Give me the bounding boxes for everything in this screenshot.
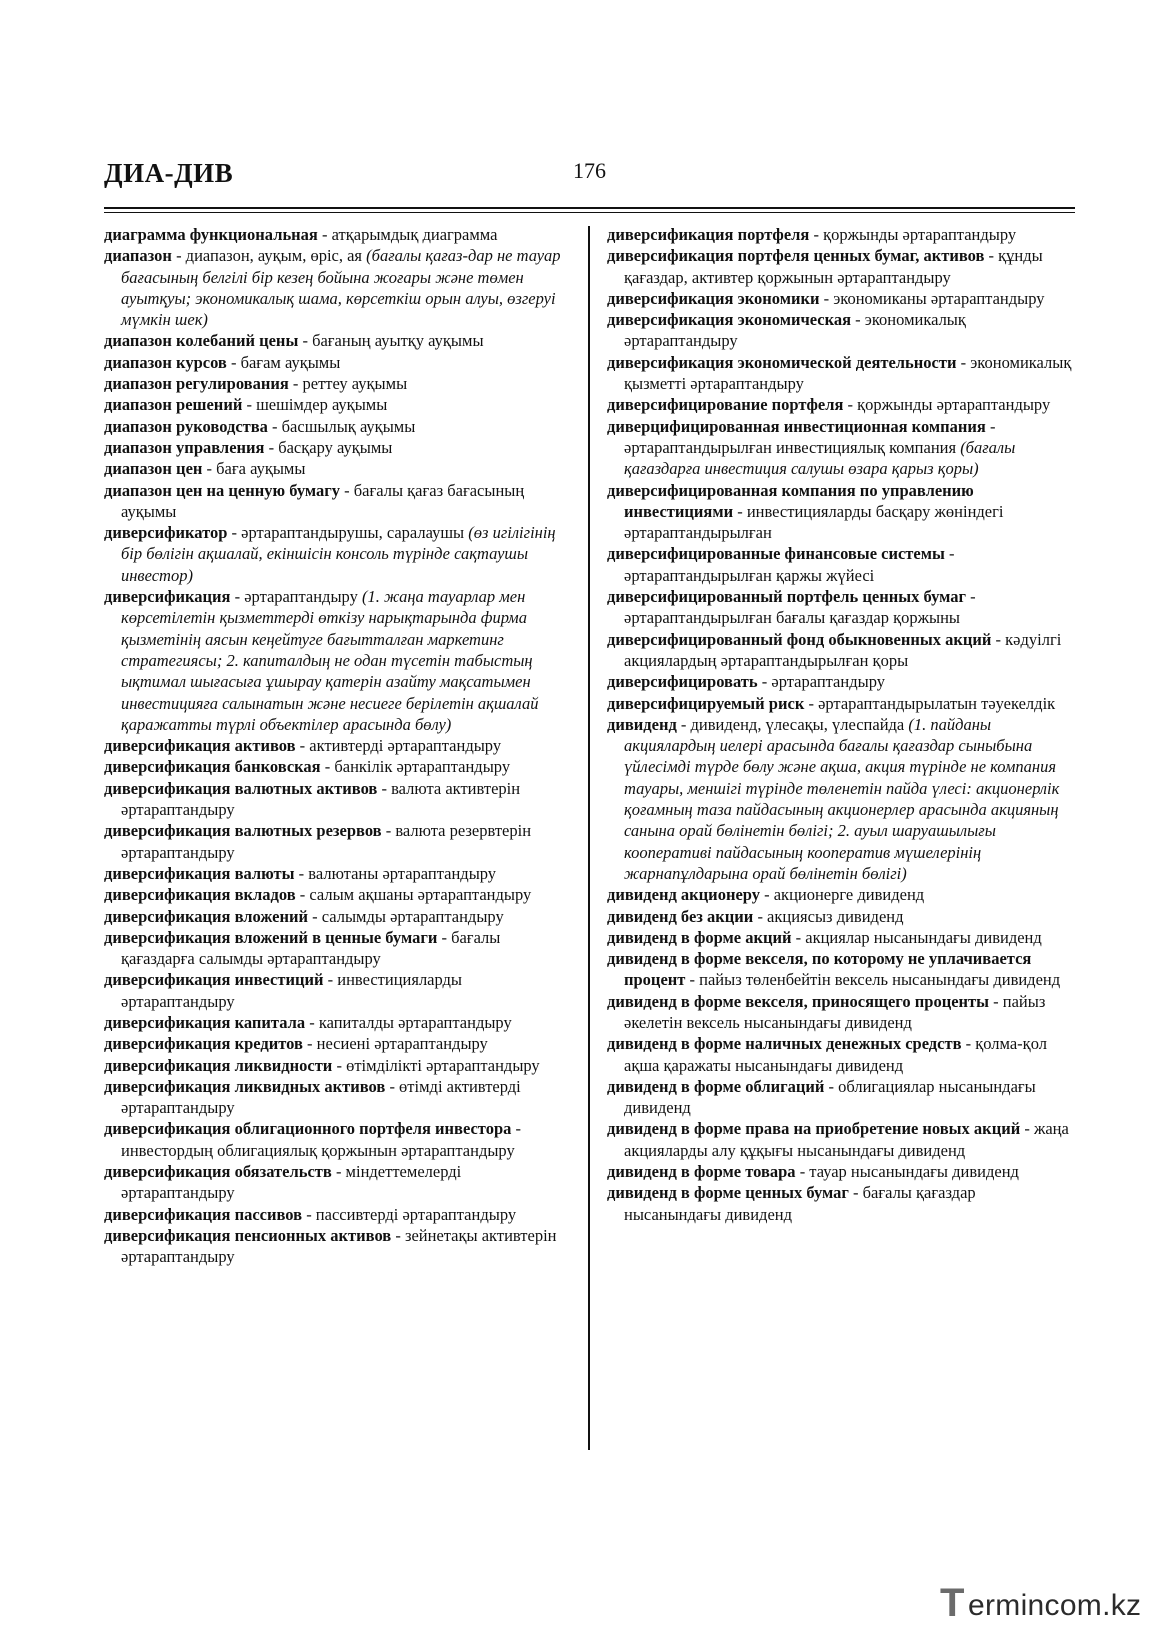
dictionary-entry: [607, 309, 1075, 352]
dictionary-entry: [104, 1161, 572, 1204]
entry-translation: - активтерді әртараптандыру: [295, 736, 502, 756]
entry-translation: - акциясыз дивиденд: [753, 906, 904, 926]
entry-translation: - міндеттемелерді әртараптандыру: [121, 1162, 462, 1203]
entry-term: диверсифицированный фонд обыкновенных акций: [607, 629, 992, 649]
dictionary-entry: [104, 586, 572, 735]
dictionary-entry: [104, 394, 572, 415]
entry-translation: - жаңа акцияларды алу құқығы нысанындағы дивиденд: [624, 1119, 1069, 1160]
entry-term: дивиденд в форме векселя, приносящего проценты: [607, 991, 990, 1011]
entry-term: диверсификация пенсионных активов: [104, 1225, 392, 1245]
entry-term: диверсифицированный портфель ценных бумаг: [607, 587, 967, 607]
dictionary-entry: [104, 1055, 572, 1076]
dictionary-entry: [607, 1033, 1075, 1076]
column-divider: [588, 226, 590, 1450]
dictionary-entry: [607, 927, 1075, 948]
entry-term: диверсифицирование портфеля: [607, 395, 844, 415]
entry-translation: - валюта резервтерін әртараптандыру: [121, 821, 532, 862]
entry-term: диверсификация кредитов: [104, 1034, 303, 1054]
entry-term: диверсификация вложений в ценные бумаги: [104, 927, 438, 947]
entry-translation: - облигациялар нысанындағы дивиденд: [624, 1076, 1036, 1118]
entry-translation: - құнды қағаздар, активтер қоржынын әртараптандыру: [624, 246, 1043, 287]
dictionary-entry: [104, 224, 572, 245]
entry-term: диверсификация капитала: [104, 1012, 306, 1032]
entry-translation: - әртараптандырылған инвестициялық компания: [624, 416, 996, 457]
entry-translation: - әртараптандыру: [230, 587, 362, 607]
entry-translation: - әртараптандырылатын тәуекелдік: [804, 693, 1056, 713]
entry-translation: - экономикалық қызметті әртараптандыру: [624, 352, 1072, 394]
entry-term: диверсификация экономическая: [607, 310, 852, 330]
entry-translation: - валюта активтерін әртараптандыру: [121, 778, 521, 820]
entry-term: диверсификация ликвидности: [104, 1055, 333, 1075]
dictionary-entry: [104, 1076, 572, 1119]
dictionary-entry: [104, 927, 572, 970]
section-range-title: ДИА-ДИВ: [104, 158, 234, 188]
dictionary-entry: [104, 245, 572, 330]
entry-term: диверсификация экономики: [607, 288, 820, 308]
entry-note: (өз игілігінің бір бөлігін ақшалай, екіншісін консоль түрінде сақтаушы инвестор): [121, 523, 556, 585]
dictionary-entry: [104, 1225, 572, 1268]
entry-term: диверсификация валютных активов: [104, 778, 378, 798]
entry-term: диверсификация обязательств: [104, 1162, 332, 1182]
entry-translation: - қоржынды әртараптандыру: [809, 225, 1017, 244]
entry-translation: - қоржынды әртараптандыру: [843, 395, 1051, 415]
entry-translation: - тауар нысанындағы дивиденд: [795, 1162, 1019, 1182]
entry-term: диверсификация валюты: [104, 863, 295, 883]
dictionary-entry: [607, 586, 1075, 629]
entry-term: диверсификация ликвидных активов: [104, 1076, 386, 1096]
dictionary-entry: [607, 671, 1075, 692]
entry-term: диверсификация портфеля: [607, 225, 810, 244]
dictionary-entry: [607, 1076, 1075, 1119]
entry-translation: - қолма-қол ақша қаражаты нысанындағы дивиденд: [624, 1034, 1047, 1075]
dictionary-entry: [104, 1118, 572, 1161]
entry-term: диверсификация портфеля ценных бумаг, активов: [607, 246, 985, 266]
entry-translation: - банкілік әртараптандыру: [320, 757, 511, 777]
page-header: [104, 158, 1075, 214]
dictionary-entry: [104, 480, 572, 523]
entry-term: диверсификация вкладов: [104, 885, 296, 905]
entry-translation: - экономиканы әртараптандыру: [819, 288, 1045, 308]
entry-translation: - пассивтерді әртараптандыру: [302, 1204, 517, 1224]
dictionary-entry: [104, 1012, 572, 1033]
entry-translation: - дивиденд, үлесақы, үлеспайда: [676, 714, 909, 734]
entry-term: диапазон решений: [104, 395, 243, 415]
entry-translation: - бағам ауқымы: [226, 352, 341, 372]
entry-term: диверсификация вложений: [104, 906, 308, 926]
entry-translation: - инвестицияларды басқару жөніндегі әртараптандырылған: [624, 501, 1004, 543]
dictionary-entry: [104, 778, 572, 821]
entry-translation: - капиталды әртараптандыру: [305, 1012, 512, 1032]
entry-translation: - пайыз төленбейтін вексель нысанындағы дивиденд: [685, 970, 1061, 990]
entry-translation: - әртараптандырылған бағалы қағаздар қоржыны: [624, 587, 976, 628]
entry-term: диверсифицировать: [607, 672, 758, 692]
dictionary-entry: [104, 373, 572, 394]
dictionary-entry: [607, 288, 1075, 309]
entry-translation: - акциялар нысанындағы дивиденд: [791, 927, 1042, 947]
header-rule-thin: [104, 212, 1075, 213]
dictionary-entry: [104, 863, 572, 884]
entry-term: диверцифицированная инвестиционная компания: [607, 416, 986, 436]
entry-term: диверсификация банковская: [104, 757, 321, 777]
entry-translation: - атқарымдық диаграмма: [317, 225, 498, 244]
dictionary-entry: [607, 416, 1075, 480]
dictionary-entry: [607, 543, 1075, 586]
dictionary-entry: [104, 330, 572, 351]
dictionary-entry: [607, 906, 1075, 927]
entry-translation: - валютаны әртараптандыру: [294, 863, 497, 883]
dictionary-entry: [607, 693, 1075, 714]
entry-term: диверсифицируемый риск: [607, 693, 805, 713]
dictionary-entry: [104, 756, 572, 777]
dictionary-entry: [607, 352, 1075, 395]
dictionary-entry: [607, 480, 1075, 544]
entry-term: диаграмма функциональная: [104, 225, 318, 244]
entry-translation: - баға ауқымы: [202, 459, 306, 479]
dictionary-entry: [607, 1118, 1075, 1161]
dictionary-entry: [607, 224, 1075, 245]
entry-term: диапазон: [104, 246, 172, 266]
entry-translation: - несиені әртараптандыру: [302, 1034, 488, 1054]
entry-term: диапазон управления: [104, 437, 265, 457]
entry-term: дивиденд в форме ценных бумаг: [607, 1183, 849, 1203]
dictionary-entry: [104, 458, 572, 479]
entry-term: дивиденд в форме акций: [607, 927, 792, 947]
dictionary-entry: [104, 820, 572, 863]
watermark-logo: [940, 1583, 1145, 1627]
dictionary-entry: [104, 884, 572, 905]
entry-term: диверсификатор: [104, 523, 228, 543]
entry-term: дивиденд в форме товара: [607, 1162, 796, 1182]
entry-term: диапазон курсов: [104, 352, 227, 372]
watermark-logo-t: T: [940, 1581, 965, 1625]
right-column: [607, 224, 1075, 1225]
left-column: [104, 224, 572, 1268]
entry-translation: - басқару ауқымы: [264, 437, 393, 457]
dictionary-entry: [607, 714, 1075, 884]
entry-term: диапазон колебаний цены: [104, 331, 299, 351]
entry-term: диверсификация облигационного портфеля инвестора: [104, 1119, 512, 1139]
entry-term: дивиденд акционеру: [607, 885, 760, 905]
entry-translation: - акционерге дивиденд: [759, 885, 925, 905]
dictionary-entry: [607, 991, 1075, 1034]
dictionary-entry: [104, 906, 572, 927]
entry-translation: - инвестордың облигациялық қоржынын әртараптандыру: [121, 1119, 522, 1160]
entry-translation: - шешімдер ауқымы: [242, 395, 388, 415]
entry-translation: - салымды әртараптандыру: [307, 906, 504, 926]
entry-translation: - бағалы қағаздар нысанындағы дивиденд: [624, 1183, 976, 1224]
entry-note: (бағалы қағаз-дар не тауар бағасының белгілі бір кезең бойына жоғары және төмен ауытқуы; экономикалық шама, көрсеткіш орын алуы, өзгеруі мүмкін шек): [121, 246, 561, 330]
dictionary-entry: [607, 629, 1075, 672]
entry-translation: - экономикалық әртараптандыру: [624, 310, 966, 351]
entry-translation: - кәдуілгі акциялардың әртараптандырылған қоры: [624, 629, 1062, 670]
dictionary-entry: [104, 1204, 572, 1225]
page-number: 176: [573, 158, 606, 183]
entry-translation: - зейнетақы активтерін әртараптандыру: [121, 1225, 557, 1267]
entry-translation: - бағалы қағаз бағасының ауқымы: [121, 480, 525, 521]
entry-term: диверсификация экономической деятельности: [607, 352, 957, 372]
entry-translation: - диапазон, ауқым, өріс, ая: [171, 246, 367, 266]
entry-term: дивиденд: [607, 714, 677, 734]
dictionary-entry: [104, 735, 572, 756]
entry-translation: - пайыз әкелетін вексель нысанындағы дивиденд: [624, 991, 1046, 1032]
dictionary-entry: [607, 1161, 1075, 1182]
entry-translation: - әртараптандырушы, саралаушы: [227, 523, 469, 543]
entry-term: диапазон руководства: [104, 416, 268, 436]
entry-term: дивиденд в форме права на приобретение новых акций: [607, 1119, 1021, 1139]
entry-term: дивиденд в форме векселя, по которому не уплачивается процент: [607, 949, 1032, 990]
watermark-logo-text: ermincom.kz: [968, 1589, 1142, 1622]
entry-term: дивиденд без акции: [607, 906, 754, 926]
dictionary-entry: [607, 245, 1075, 288]
entry-note: (1. жаңа тауарлар мен көрсетілетін қызметтерді өткізу нарықтарында фирма қызметінің аясын кеңейтуге бағытталған маркетинг стратегиясы; 2. капиталдың не одан түсетін табыстың ықтимал шығасыға ұшырау қатерін азайту мақсатымен инвестицияға салынатын және несиеге берілетін ақшалай қаражатты түрлі объектілер арасында бөлу): [121, 587, 539, 734]
dictionary-entry: [104, 522, 572, 586]
dictionary-entry: [104, 1033, 572, 1054]
dictionary-entry: [104, 437, 572, 458]
entry-translation: - бағаның ауытқу ауқымы: [298, 331, 484, 351]
dictionary-entry: [607, 1182, 1075, 1225]
entry-translation: - басшылық ауқымы: [267, 416, 416, 436]
entry-translation: - реттеу ауқымы: [288, 374, 408, 394]
entry-term: дивиденд в форме облигаций: [607, 1076, 825, 1096]
dictionary-entry: [607, 394, 1075, 415]
entry-term: диверсификация активов: [104, 736, 296, 756]
entry-translation: - әртараптандыру: [757, 672, 885, 692]
entry-term: диверсификация инвестиций: [104, 970, 324, 990]
entry-note: (1. пайданы акциялардың иелері арасында бағалы қағаздар сыныбына үйлесімді түрде бөлу және ақша, акция түрінде не компания тауары, меншігі түрінде төленетін пайда үлесі: акционерлік қоғамның таза пайдасының акционерлер арасында акцияның санына орай бөлінетін бөлігі; 2. ауыл шаруашылығы кооперативі пайдасының кооператив мүшелерінің жарнапұлдарына орай бөлінетін бөлігі): [624, 714, 1060, 883]
entry-term: диапазон цен: [104, 459, 203, 479]
entry-term: диверсифицированная компания по управлению инвестициями: [607, 480, 974, 521]
entry-translation: - бағалы қағаздарға салымды әртараптандыру: [121, 927, 501, 969]
entry-note: (бағалы қағаздарға инвестиция салушы өзара қарыз қоры): [624, 437, 1016, 479]
entry-term: диверсифицированные финансовые системы: [607, 544, 945, 564]
entry-translation: - өтімділікті әртараптандыру: [332, 1055, 540, 1075]
entry-term: диверсификация пассивов: [104, 1204, 303, 1224]
entry-term: диапазон регулирования: [104, 374, 289, 394]
entry-term: диверсификация валютных резервов: [104, 821, 382, 841]
entry-translation: - өтімді активтерді әртараптандыру: [121, 1076, 521, 1118]
entry-translation: - инвестицияларды әртараптандыру: [121, 970, 463, 1011]
entry-translation: - әртараптандырылған қаржы жүйесі: [624, 544, 955, 585]
dictionary-entry: [607, 948, 1075, 991]
entry-term: дивиденд в форме наличных денежных средств: [607, 1034, 962, 1054]
header-rule-thick: [104, 207, 1075, 209]
entry-translation: - салым ақшаны әртараптандыру: [295, 885, 532, 905]
dictionary-entry: [104, 969, 572, 1012]
dictionary-entry: [104, 416, 572, 437]
entry-term: диапазон цен на ценную бумагу: [104, 480, 341, 500]
entry-term: диверсификация: [104, 587, 231, 607]
dictionary-entry: [607, 884, 1075, 905]
dictionary-entry: [104, 352, 572, 373]
